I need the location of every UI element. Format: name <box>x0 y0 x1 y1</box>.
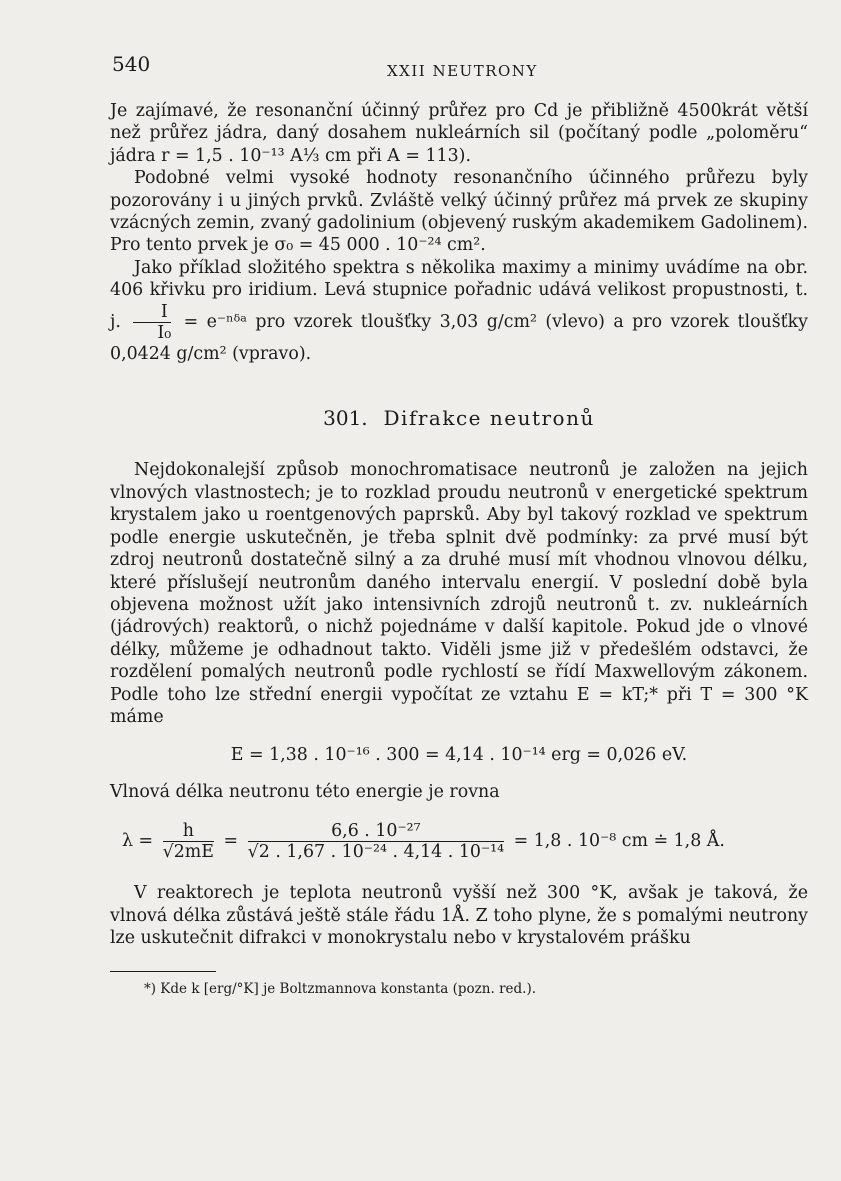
lambda-f1-numerator: h <box>163 821 214 842</box>
section-heading <box>110 407 808 429</box>
fraction-denominator: I₀ <box>157 322 172 343</box>
paragraph-neutron-diffraction: Nejdokonalejší způsob monochromatisace neutronů je založen na jejich vlnových vlastnostech; je to rozklad proudu neutronů v energetické spektrum krystalem jako u roentgenových paprsků. Aby byl takový rozklad ve spektrum podle energie uskutečněn, je třeba splnit dvě podmínky: za prvé musí být zdroj neutronů dostatečně silný a za druhé musí mít vhodnou vlnovou délku, které příslušejí neutronům daného intervalu energií. V poslední době byla objevena možnost užít jako intensivních zdrojů neutronů t. zv. nukleárních (jádrových) reaktorů, o nichž pojednáme v další kapitole. Pokud jde o vlnové délky, můžeme je odhadnout takto. Viděli jsme již v předešlém odstavci, že rozdělení pomalých neutronů podle rychlostí se řídí Maxwellovým zákonem. Podle toho lze střední energii vypočítat ze vztahu E = kT;* při T = 300 °K máme <box>110 460 808 727</box>
lambda-lhs: λ = <box>122 831 154 852</box>
paragraph-iridium <box>110 257 808 365</box>
lambda-fraction-1 <box>163 821 214 862</box>
wavelength-equation <box>122 821 808 862</box>
paragraph-gadolinium: Podobné velmi vysoké hodnoty resonančního účinného průřezu byly pozorovány i u jiných prvků. Zvláště velký účinný průřez má prvek ze skupiny vzácných zemin, zvaný gadolinium (objevený ruským akademikem Gadolinem). Pro tento prvek je σ₀ = 45 000 . 10⁻²⁴ cm². <box>110 168 808 256</box>
lambda-f2-denominator: √2 . 1,67 . 10⁻²⁴ . 4,14 . 10⁻¹⁴ <box>247 842 505 863</box>
footnote-rule <box>110 971 216 972</box>
paragraph-cd-cross-section: Je zajímavé, že resonanční účinný průřez pro Cd je přibližně 4500krát větší než průřez jádra, daný dosahem nukleárních sil (počítaný podle „poloměru“ jádra r = 1,5 . 10⁻¹³ A⅓ cm při A = 113). <box>110 101 808 166</box>
lambda-result: = 1,8 . 10⁻⁸ cm ≐ 1,8 Å. <box>513 831 725 852</box>
paragraph-reactors: V reaktorech je teplota neutronů vyšší než 300 °K, avšak je taková, že vlnová délka zůstává ještě stále řádu 1Å. Z toho plyne, že s pomalými neutrony lze uskutečnit difrakci v monokrystalu nebo v krystalovém prášku <box>110 883 808 948</box>
iridium-text-b: = e⁻ⁿᵟᵃ pro vzorek tloušťky 3,03 g/cm² (vlevo) a pro vzorek tloušťky 0,0424 g/cm² (vpravo). <box>110 311 809 364</box>
page-header <box>112 52 812 82</box>
section-title: Difrakce neutronů <box>383 406 595 431</box>
energy-equation: E = 1,38 . 10⁻¹⁶ . 300 = 4,14 . 10⁻¹⁴ erg = 0,026 eV. <box>230 745 688 766</box>
footnote: *) Kde k [erg/°K] je Boltzmannova konstanta (pozn. red.). <box>144 981 537 998</box>
page-body <box>110 100 808 998</box>
lambda-equals: = <box>223 831 239 852</box>
page-number: 540 <box>112 52 151 76</box>
transmission-fraction <box>133 302 171 343</box>
lambda-fraction-2 <box>248 821 504 862</box>
section-number: 301. <box>323 406 368 431</box>
fraction-numerator: I <box>133 302 171 323</box>
paragraph-wavelength: Vlnová délka neutronu této energie je rovna <box>110 781 500 802</box>
lambda-f2-numerator: 6,6 . 10⁻²⁷ <box>248 821 504 842</box>
running-head: XXII NEUTRONY <box>387 62 538 80</box>
lambda-f1-denominator: √2mE <box>162 842 214 863</box>
iridium-text-a: Jako příklad složitého spektra s několika maximy a minimy uvádíme na obr. 406 křivku pro iridium. Levá stupnice pořadnic udává velikost propustnosti, t. j. <box>110 257 808 332</box>
